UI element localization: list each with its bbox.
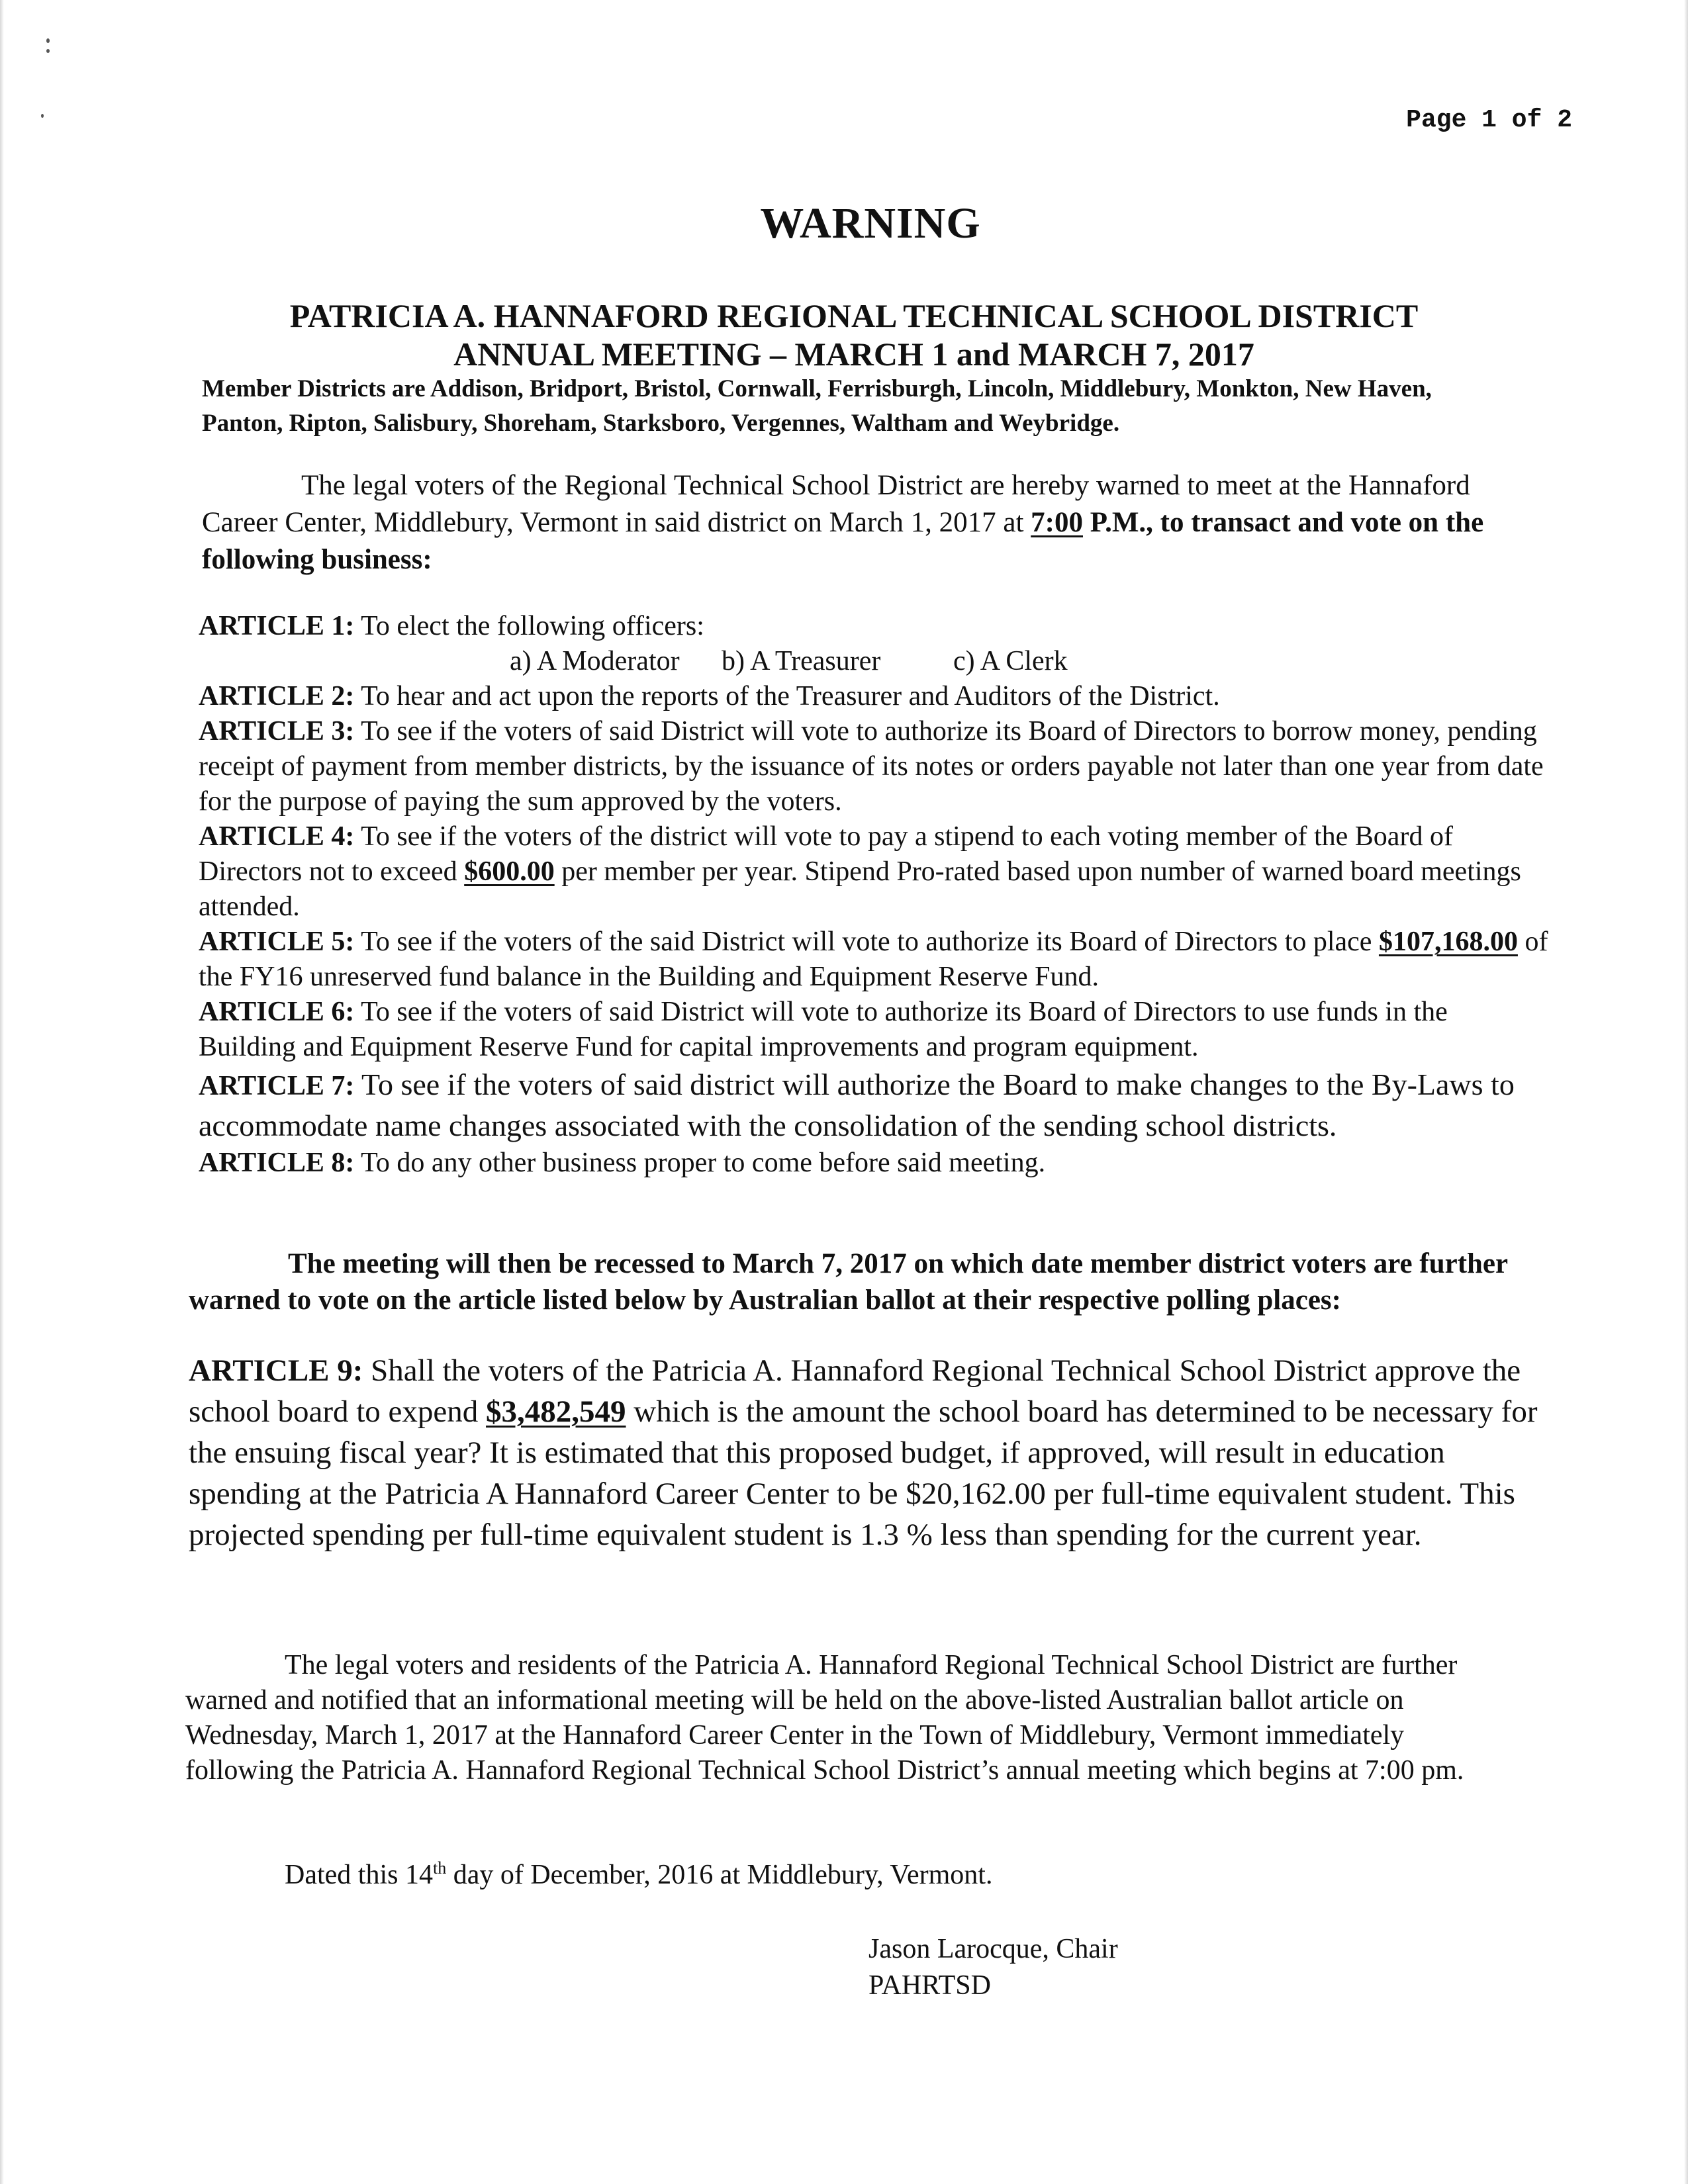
article-text: To see if the voters of the said District will vote to authorize its Board of Directors to place (354, 927, 1379, 957)
article-label: ARTICLE 1: (199, 611, 355, 641)
document-title: WARNING (760, 199, 981, 248)
scan-speck (46, 38, 50, 43)
article-text: To see if the voters of said District will vote to authorize its Board of Directors to use funds in the Building and Equipment Reserve Fund for capital improvements and program equipment. (199, 997, 1448, 1062)
member-districts: Member Districts are Addison, Bridport, Bristol, Cornwall, Ferrisburgh, Lincoln, Middlebury, Monkton, New Haven, Panton, Ripton, Salisbury, Shoreham, Starksboro, Vergennes, Waltham and Weybridge. (202, 375, 1432, 437)
dated-text: day of December, 2016 at Middlebury, Vermont. (446, 1860, 993, 1890)
district-name-heading: PATRICIA A. HANNAFORD REGIONAL TECHNICAL SCHOOL DISTRICT (289, 297, 1419, 334)
article-7 (199, 1065, 1549, 1146)
article-label: ARTICLE 3: (199, 716, 355, 747)
article-text: of the FY16 unreserved fund balance in the Building and Equipment Reserve Fund. (199, 927, 1548, 992)
scan-speck (41, 114, 44, 118)
recess-notice: The meeting will then be recessed to March 7, 2017 on which date member district voters are further warned to vote on the article listed below by Australian ballot at their respective polling places: (189, 1248, 1508, 1316)
informational-meeting-notice: The legal voters and residents of the Patricia A. Hannaford Regional Technical School District are further warned and notified that an informational meeting will be held on the above-listed Australian ballot article on Wednesday, March 1, 2017 at the Hannaford Career Center in the Town of Middlebury, Vermont immediately following the Patricia A. Hannaford Regional Technical School District’s annual meeting which begins at 7:00 pm. (185, 1650, 1464, 1786)
article-label: ARTICLE 7: (199, 1071, 355, 1101)
article-text: To see if the voters of said District will vote to authorize its Board of Directors to borrow money, pending receipt of payment from member districts, by the issuance of its notes or orders payable not later than one year from date for the purpose of paying the sum approved by the voters. (199, 716, 1544, 817)
intro-text: The legal voters of the Regional Technical School District are hereby warned to meet at the Hannaford Career Center, Middlebury, Vermont in said district on March 1, 2017 at (202, 470, 1470, 538)
article-1 (199, 609, 1549, 644)
article-2 (199, 679, 1549, 714)
article-text: To see if the voters of said district will authorize the Board to make changes to the By-Laws to accommodate name changes associated with the consolidation of the sending school districts. (199, 1068, 1515, 1142)
officers-list (199, 644, 1549, 679)
article-text: which is the amount the school board has determined to be necessary for the ensuing fiscal year? It is estimated that this proposed budget, if approved, will result in education spending at the Patricia A Hannaford Career Center to be $20,162.00 per full-time equivalent student. This projected spending per full-time equivalent student is 1.3 % less than spending for the current year. (189, 1394, 1538, 1552)
intro-text-bold: P.M., to transact and vote on the following business: (202, 507, 1484, 575)
dated-text: Dated this 14 (285, 1860, 433, 1890)
article-6 (199, 995, 1549, 1065)
article-label: ARTICLE 9: (189, 1353, 363, 1388)
article-text: Shall the voters of the Patricia A. Hannaford Regional Technical School District approve the school board to expend (189, 1353, 1521, 1429)
article-text: To do any other business proper to come before said meeting. (354, 1148, 1046, 1178)
officer-moderator: a) A Moderator (510, 646, 680, 676)
signer-org: PAHRTSD (868, 1970, 992, 2001)
dated-line (285, 1858, 992, 1891)
article-3 (199, 714, 1549, 819)
article-label: ARTICLE 4: (199, 821, 355, 852)
article-label: ARTICLE 8: (199, 1148, 355, 1178)
article-text: To hear and act upon the reports of the Treasurer and Auditors of the District. (354, 681, 1220, 711)
article-4 (199, 819, 1549, 925)
article-8 (199, 1146, 1549, 1181)
article-label: ARTICLE 5: (199, 927, 355, 957)
reserve-amount: $107,168.00 (1378, 927, 1518, 957)
article-label: ARTICLE 6: (199, 997, 355, 1027)
article-text: per member per year. Stipend Pro-rated based upon number of warned board meetings attended. (199, 856, 1521, 922)
signature-block (868, 1931, 1118, 2004)
page-number: Page 1 of 2 (1406, 106, 1572, 134)
scan-speck (46, 49, 50, 53)
article-9 (189, 1350, 1539, 1555)
articles-list (199, 609, 1549, 1181)
officer-clerk: c) A Clerk (953, 646, 1068, 676)
article-5 (199, 925, 1549, 995)
article-text: To see if the voters of the district will vote to pay a stipend to each voting member of the Board of Directors not to exceed (199, 821, 1453, 887)
article-text: To elect the following officers: (354, 611, 704, 641)
budget-amount: $3,482,549 (486, 1394, 626, 1429)
meeting-time: 7:00 (1031, 507, 1083, 538)
ordinal-suffix: th (432, 1858, 447, 1878)
officer-treasurer: b) A Treasurer (722, 646, 881, 676)
article-label: ARTICLE 2: (199, 681, 355, 711)
signer-name: Jason Larocque, Chair (868, 1934, 1118, 1964)
intro-paragraph (202, 467, 1513, 578)
stipend-amount: $600.00 (464, 856, 555, 887)
meeting-dates-heading: ANNUAL MEETING – MARCH 1 and MARCH 7, 2017 (453, 336, 1254, 373)
